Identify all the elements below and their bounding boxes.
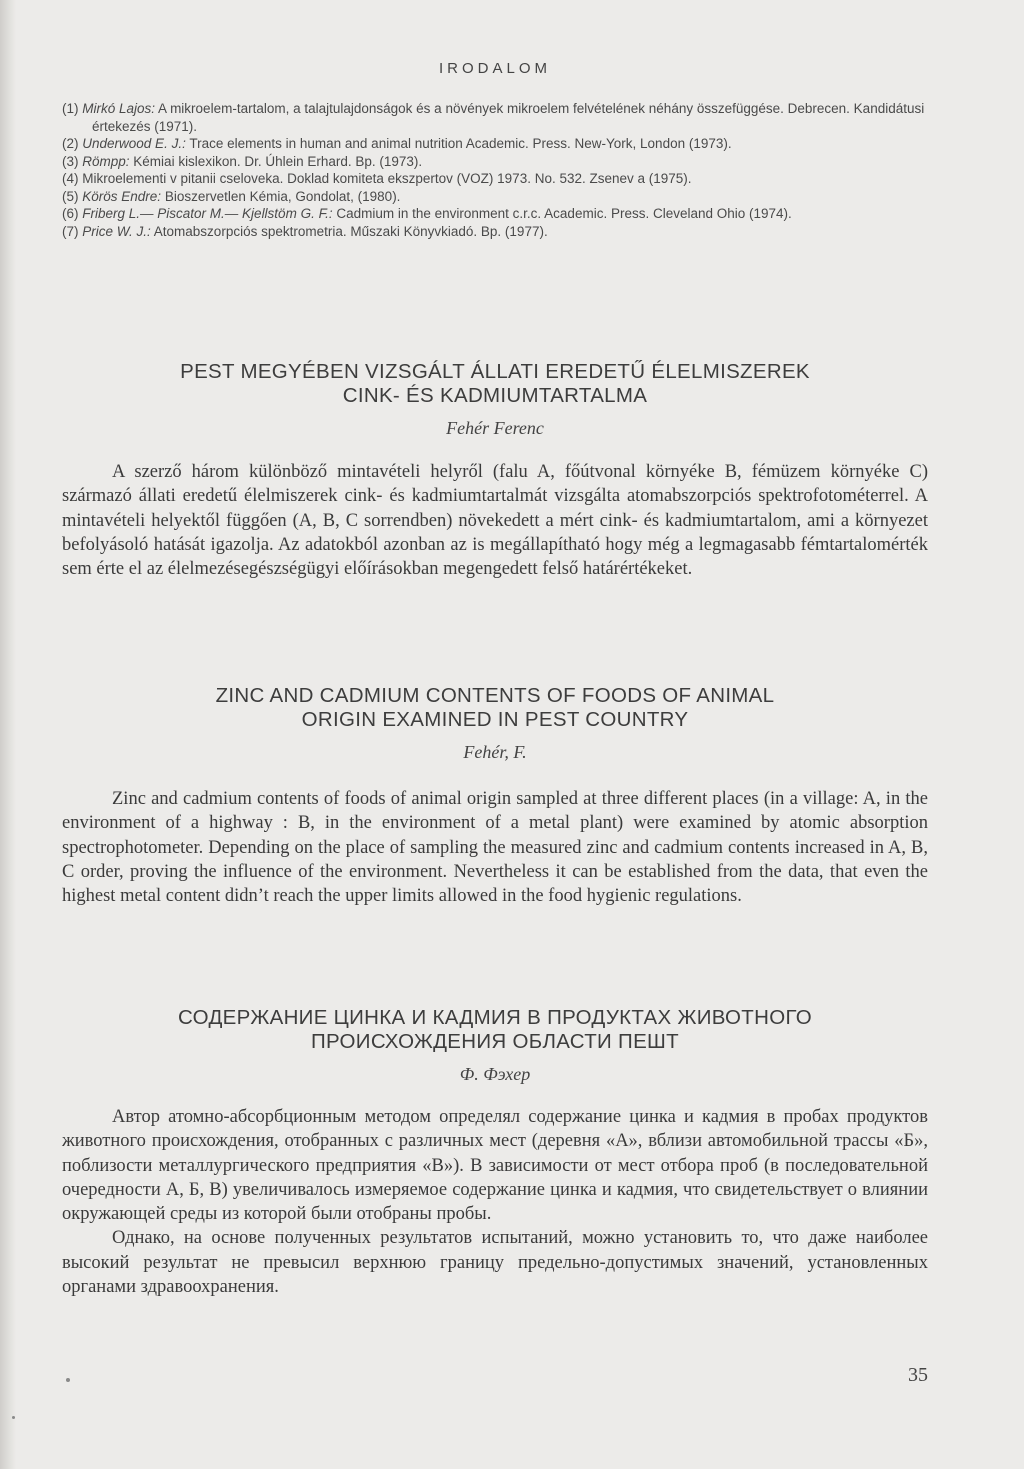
- russian-title: [62, 1006, 928, 1054]
- hungarian-abstract-paragraph: A szerző három különböző mintavételi helyről (falu A, főútvonal környéke B, fémüzem környéke C) származó állati eredetű élelmiszerek cink- és kadmiumtartalmát vizsgálta atomabszorpciós spektrofotométerrel. A mintavételi helyektől függően (A, B, C sorrendben) növekedett a mért cink- és kadmiumtartalom, ami a környezet befolyásoló hatását igazolja. Az adatokból azonban az is megállapítható hogy még a legmagasabb fémtartalomérték sem érte el az élelmezésegészségügyi előírásokban megengedett felső határértékeket.: [62, 462, 928, 580]
- russian-title-line: ПРОИСХОЖДЕНИЯ ОБЛАСТИ ПЕШТ: [311, 1030, 679, 1053]
- english-author: Fehér, F.: [463, 742, 527, 762]
- reference-list: [62, 100, 928, 240]
- hungarian-title-line: CINK- ÉS KADMIUMTARTALMA: [342, 384, 648, 407]
- reference-item: [62, 188, 928, 206]
- page-spine-shadow: [0, 0, 16, 1469]
- russian-title-line: СОДЕРЖАНИЕ ЦИНКА И КАДМИЯ В ПРОДУКТАХ ЖИВОТНОГО: [178, 1006, 812, 1029]
- reference-number: (7): [62, 223, 79, 239]
- reference-number: (4): [62, 171, 79, 186]
- reference-author: Mirkó Lajos:: [82, 101, 156, 116]
- scan-speck: [66, 1378, 70, 1382]
- reference-item: [62, 170, 928, 188]
- reference-text: Atomabszorpciós spektrometria. Műszaki Könyvkiadó. Bp. (1977).: [150, 223, 548, 239]
- references-heading: IRODALOM: [438, 60, 551, 77]
- reference-number: (2): [62, 136, 79, 151]
- reference-item: [62, 100, 928, 135]
- reference-item: [62, 135, 928, 153]
- reference-author: Römpp:: [82, 153, 130, 169]
- reference-number: (3): [62, 153, 79, 169]
- english-title: [62, 684, 928, 732]
- reference-item: [62, 223, 928, 241]
- hungarian-title: [62, 360, 928, 408]
- russian-abstract-paragraph: Однако, на основе полученных результатов испытаний, можно установить то, что даже наиболее высокий результат не превысил верхнюю границу предельно-допустимых значений, установленных органами здравоохранения.: [62, 1228, 928, 1298]
- reference-author: Körös Endre:: [82, 188, 162, 204]
- reference-text: Trace elements in human and animal nutrition Academic. Press. New-York, London (1973).: [185, 136, 732, 151]
- russian-author: Ф. Фэхер: [459, 1064, 531, 1084]
- reference-text: Cadmium in the environment c.r.c. Academic. Press. Cleveland Ohio (1974).: [332, 206, 792, 221]
- reference-text: A mikroelem-tartalom, a talajtulajdonságok és a növények mikroelem felvételének néhány összefüggése. Debrecen. Kandidátusi értekezés (1971).: [92, 101, 925, 134]
- reference-author: Price W. J.:: [82, 223, 151, 239]
- reference-number: (6): [62, 206, 79, 221]
- english-title-line: ORIGIN EXAMINED IN PEST COUNTRY: [301, 708, 689, 731]
- reference-text: Mikroelementi v pitanii cseloveka. Doklad komiteta ekszpertov (VOZ) 1973. No. 532. Zsenev a (1975).: [82, 171, 692, 186]
- reference-author: Underwood E. J.:: [82, 136, 186, 151]
- scan-speck: [12, 1416, 15, 1419]
- hungarian-title-line: PEST MEGYÉBEN VIZSGÁLT ÁLLATI EREDETŰ ÉLELMISZEREK: [180, 360, 810, 383]
- reference-number: (1): [62, 101, 79, 116]
- russian-abstract: [62, 1105, 928, 1299]
- hungarian-author: Fehér Ferenc: [446, 418, 544, 438]
- reference-text: Bioszervetlen Kémia, Gondolat, (1980).: [161, 188, 401, 204]
- english-abstract: [62, 787, 928, 908]
- reference-item: [62, 153, 928, 171]
- reference-text: Kémiai kislexikon. Dr. Úhlein Erhard. Bp. (1973).: [129, 153, 423, 169]
- russian-abstract-paragraph: Автор атомно-абсорбционным методом определял содержание цинка и кадмия в пробах продуктов животного происхождения, отобранных с различных мест (деревня «А», вблизи автомобильной трассы «Б», поблизости металлургического предприятия «В»). В зависимости от мест отбора проб (в последовательной очередности А, Б, В) увеличивалось измеряемое содержание цинка и кадмия, что свидетельствует о влиянии окружающей среды из которой были отобраны пробы.: [62, 1107, 928, 1225]
- english-abstract-paragraph: Zinc and cadmium contents of foods of animal origin sampled at three different places (in a village: A, in the environment of a highway : B, in the environment of a metal plant) were examined by atomic absorption spectrophotometer. Depending on the place of sampling the measured zinc and cadmium contents increased in A, B, C order, proving the influence of the environment. Nevertheless it can be established from the data, that even the highest metal content didn’t reach the upper limits allowed in the food hygienic regulations.: [62, 789, 928, 907]
- page-number: 35: [908, 1364, 928, 1386]
- document-page: [62, 0, 928, 1469]
- reference-author: Friberg L.— Piscator M.— Kjellstöm G. F.:: [82, 206, 333, 221]
- english-title-line: ZINC AND CADMIUM CONTENTS OF FOODS OF ANIMAL: [215, 684, 775, 707]
- reference-item: [62, 205, 928, 223]
- reference-number: (5): [62, 188, 79, 204]
- hungarian-abstract: [62, 460, 928, 581]
